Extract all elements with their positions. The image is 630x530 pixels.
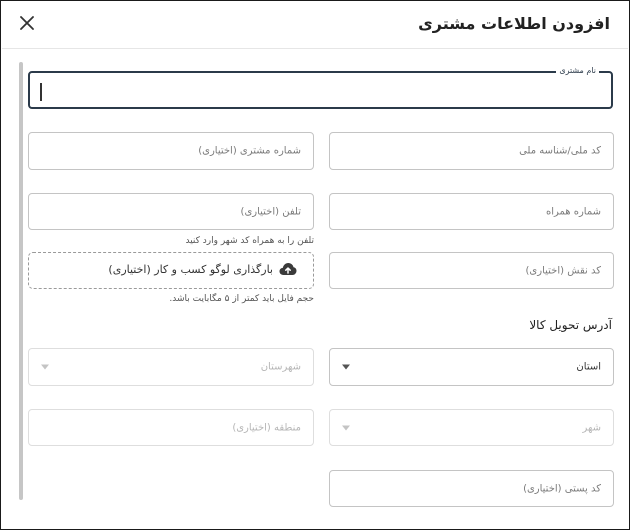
city-select[interactable] — [329, 409, 614, 446]
close-icon — [20, 16, 34, 30]
logo-upload-button[interactable] — [28, 252, 314, 289]
dialog-title: افزودن اطلاعات مشتری — [418, 14, 610, 33]
close-button[interactable] — [16, 12, 38, 34]
chevron-down-icon — [41, 365, 49, 370]
address-section-title: آدرس تحویل کالا — [529, 318, 612, 332]
logo-upload-label: بارگذاری لوگو کسب و کار (اختیاری) — [108, 262, 273, 276]
logo-upload-helper-text: حجم فایل باید کمتر از ۵ مگابایت باشد. — [169, 294, 314, 304]
customer-number-input[interactable] — [28, 132, 314, 170]
cloud-upload-icon — [279, 262, 297, 276]
phone-input[interactable] — [28, 193, 314, 230]
national-id-input[interactable] — [329, 132, 614, 170]
county-select[interactable] — [28, 348, 314, 386]
customer-name-label: نام مشتری — [556, 66, 599, 75]
scrollbar[interactable] — [19, 62, 23, 500]
national-id-placeholder: کد ملی/شناسه ملی — [519, 145, 601, 157]
chevron-down-icon — [342, 425, 350, 430]
customer-number-placeholder: شماره مشتری (اختیاری) — [198, 145, 301, 157]
province-select[interactable] — [329, 348, 614, 386]
chevron-down-icon — [342, 365, 350, 370]
postal-code-input[interactable] — [329, 470, 614, 507]
text-caret — [40, 83, 42, 101]
customer-name-input[interactable] — [28, 66, 613, 109]
district-placeholder: منطقه (اختیاری) — [232, 422, 301, 433]
city-placeholder: شهر — [582, 422, 601, 433]
mobile-input[interactable] — [329, 193, 614, 230]
role-code-placeholder: کد نقش (اختیاری) — [525, 265, 601, 276]
mobile-placeholder: شماره همراه — [545, 206, 601, 217]
county-placeholder: شهرستان — [260, 361, 301, 373]
phone-placeholder: تلفن (اختیاری) — [240, 206, 301, 217]
role-code-input[interactable] — [329, 252, 614, 289]
phone-helper-text: تلفن را به همراه کد شهر وارد کنید — [185, 236, 314, 246]
postal-code-placeholder: کد پستی (اختیاری) — [523, 483, 601, 494]
district-input[interactable] — [28, 409, 314, 446]
province-placeholder: استان — [576, 361, 601, 373]
dialog-header — [2, 2, 628, 49]
